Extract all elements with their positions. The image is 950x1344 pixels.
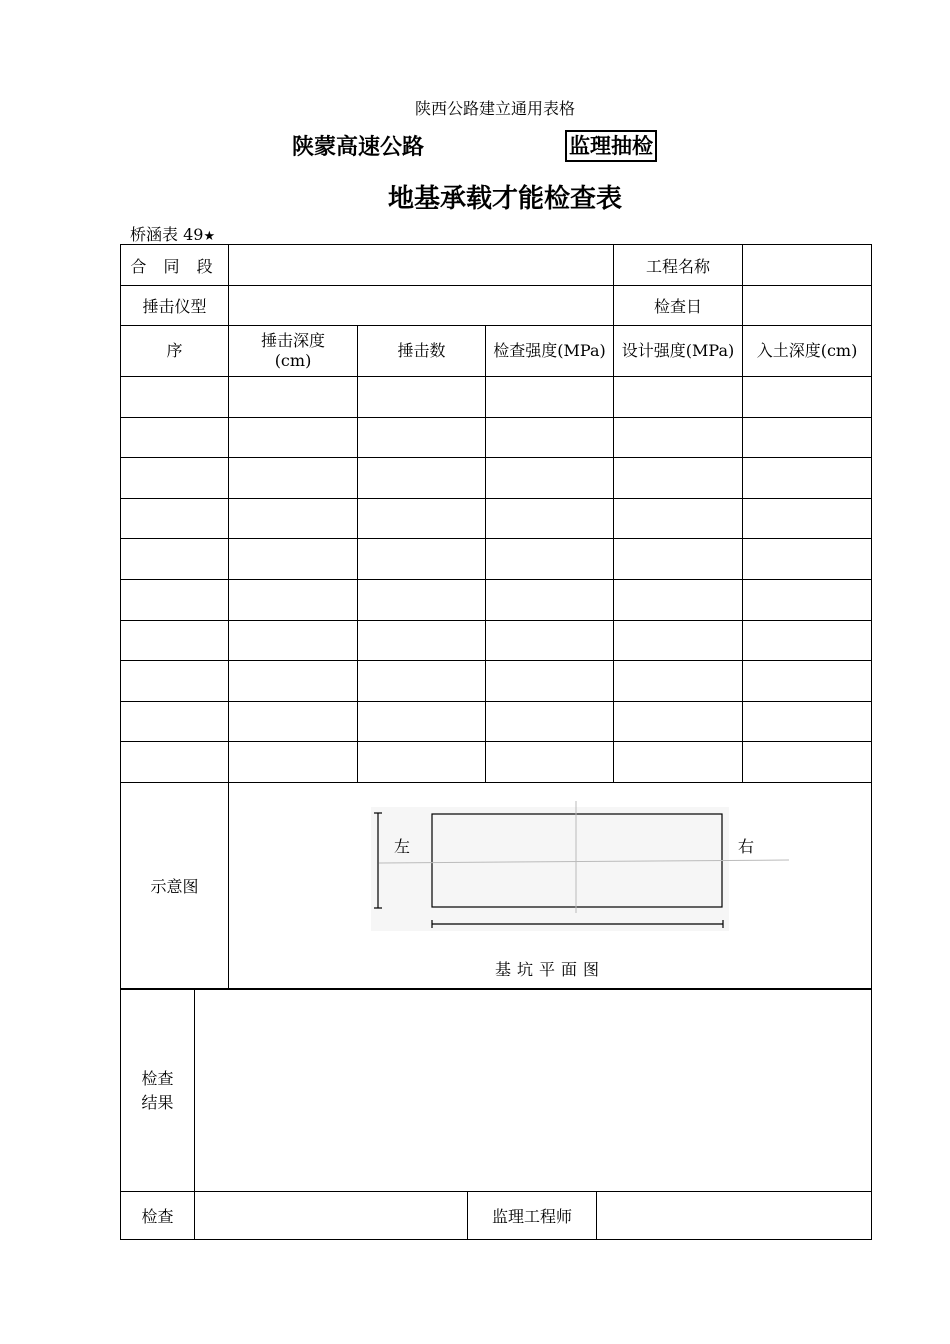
- diagram-label: 示意图: [121, 782, 229, 988]
- inspection-table: [120, 244, 872, 989]
- left-label: 左: [394, 836, 411, 856]
- table-cell[interactable]: [121, 701, 229, 742]
- table-cell[interactable]: [229, 579, 358, 620]
- contract-field[interactable]: [229, 245, 614, 286]
- highway-name: 陕蒙高速公路: [292, 135, 425, 160]
- table-cell[interactable]: [358, 539, 486, 580]
- diagram-caption: 基坑平面图: [494, 959, 605, 979]
- table-cell[interactable]: [229, 742, 358, 783]
- table-cell[interactable]: [358, 377, 486, 418]
- table-cell[interactable]: [743, 701, 872, 742]
- table-cell[interactable]: [486, 377, 614, 418]
- table-cell[interactable]: [229, 539, 358, 580]
- table-cell[interactable]: [358, 661, 486, 702]
- table-row: [121, 498, 872, 539]
- table-cell[interactable]: [121, 579, 229, 620]
- table-row: [121, 417, 872, 458]
- star-icon: ★: [203, 229, 216, 244]
- project-name-label: 工程名称: [614, 245, 743, 286]
- contract-label: 合 同 段: [121, 245, 229, 286]
- table-cell[interactable]: [743, 498, 872, 539]
- table-row: [121, 701, 872, 742]
- instrument-row: [121, 286, 872, 326]
- result-field[interactable]: [195, 990, 872, 1192]
- result-label-line2: 结果: [141, 1092, 174, 1112]
- table-cell[interactable]: [614, 742, 743, 783]
- engineer-label: 监理工程师: [468, 1192, 597, 1240]
- table-cell[interactable]: [743, 742, 872, 783]
- form-number-text: 桥涵表 49: [130, 225, 204, 244]
- table-cell[interactable]: [121, 539, 229, 580]
- table-cell[interactable]: [743, 417, 872, 458]
- diagram-row: [121, 782, 872, 988]
- table-cell[interactable]: [229, 701, 358, 742]
- table-cell[interactable]: [614, 701, 743, 742]
- table-cell[interactable]: [486, 620, 614, 661]
- contract-row: [121, 245, 872, 286]
- form-number: [130, 222, 215, 245]
- table-cell[interactable]: [614, 620, 743, 661]
- table-cell[interactable]: [229, 498, 358, 539]
- instrument-label: 捶击仪型: [121, 286, 229, 326]
- table-cell[interactable]: [358, 620, 486, 661]
- result-label-line1: 检查: [141, 1068, 174, 1088]
- col-header-design-strength: 设计强度(MPa): [614, 326, 743, 377]
- table-cell[interactable]: [614, 579, 743, 620]
- table-cell[interactable]: [121, 458, 229, 499]
- table-cell[interactable]: [614, 377, 743, 418]
- col-header-penetration-depth: 入土深度(cm): [743, 326, 872, 377]
- result-row: [121, 990, 872, 1192]
- table-cell[interactable]: [358, 742, 486, 783]
- table-cell[interactable]: [743, 539, 872, 580]
- table-row: [121, 579, 872, 620]
- table-cell[interactable]: [121, 620, 229, 661]
- table-row: [121, 742, 872, 783]
- table-row: [121, 661, 872, 702]
- signoff-row: [121, 1192, 872, 1240]
- table-cell[interactable]: [486, 498, 614, 539]
- table-cell[interactable]: [229, 417, 358, 458]
- table-cell[interactable]: [229, 458, 358, 499]
- result-signoff-table: [120, 989, 872, 1240]
- table-cell[interactable]: [121, 742, 229, 783]
- table-cell[interactable]: [486, 661, 614, 702]
- column-header-row: [121, 326, 872, 377]
- table-cell[interactable]: [743, 458, 872, 499]
- table-cell[interactable]: [743, 579, 872, 620]
- table-cell[interactable]: [743, 661, 872, 702]
- table-cell[interactable]: [743, 377, 872, 418]
- table-cell[interactable]: [358, 458, 486, 499]
- table-cell[interactable]: [486, 742, 614, 783]
- diagram-background: [371, 807, 729, 931]
- table-cell[interactable]: [121, 498, 229, 539]
- table-cell[interactable]: [614, 498, 743, 539]
- project-name-field[interactable]: [743, 245, 872, 286]
- diagram-cell: [229, 782, 872, 988]
- inspector-label: 检查: [121, 1192, 195, 1240]
- right-label: 右: [738, 836, 755, 856]
- table-row: [121, 620, 872, 661]
- col-header-hammer-depth: 捶击深度(cm): [229, 326, 358, 377]
- col-header-seq: 序: [121, 326, 229, 377]
- col-header-hammer-count: 捶击数: [358, 326, 486, 377]
- engineer-field[interactable]: [597, 1192, 872, 1240]
- table-cell[interactable]: [486, 539, 614, 580]
- col-header-measured-strength: 检查强度(MPa): [486, 326, 614, 377]
- table-cell[interactable]: [358, 701, 486, 742]
- inspection-type-badge: 监理抽检: [565, 130, 657, 162]
- table-cell[interactable]: [614, 458, 743, 499]
- table-cell[interactable]: [121, 417, 229, 458]
- table-cell[interactable]: [358, 498, 486, 539]
- table-cell[interactable]: [229, 661, 358, 702]
- table-cell[interactable]: [614, 417, 743, 458]
- table-row: [121, 377, 872, 418]
- instrument-field[interactable]: [229, 286, 614, 326]
- top-note: 陕西公路建立通用表格: [414, 99, 575, 118]
- table-row: [121, 539, 872, 580]
- table-cell[interactable]: [486, 417, 614, 458]
- table-cell[interactable]: [614, 539, 743, 580]
- table-row: [121, 458, 872, 499]
- page-title: 地基承载才能检查表: [387, 184, 622, 214]
- table-cell[interactable]: [121, 661, 229, 702]
- table-cell[interactable]: [743, 620, 872, 661]
- table-cell[interactable]: [358, 579, 486, 620]
- table-cell[interactable]: [229, 377, 358, 418]
- table-cell[interactable]: [486, 701, 614, 742]
- date-field[interactable]: [743, 286, 872, 326]
- table-cell[interactable]: [486, 579, 614, 620]
- table-cell[interactable]: [614, 661, 743, 702]
- table-cell[interactable]: [229, 620, 358, 661]
- table-cell[interactable]: [121, 377, 229, 418]
- date-label: 检查日: [614, 286, 743, 326]
- table-cell[interactable]: [486, 458, 614, 499]
- inspector-field[interactable]: [195, 1192, 468, 1240]
- result-label: [121, 990, 195, 1192]
- table-cell[interactable]: [358, 417, 486, 458]
